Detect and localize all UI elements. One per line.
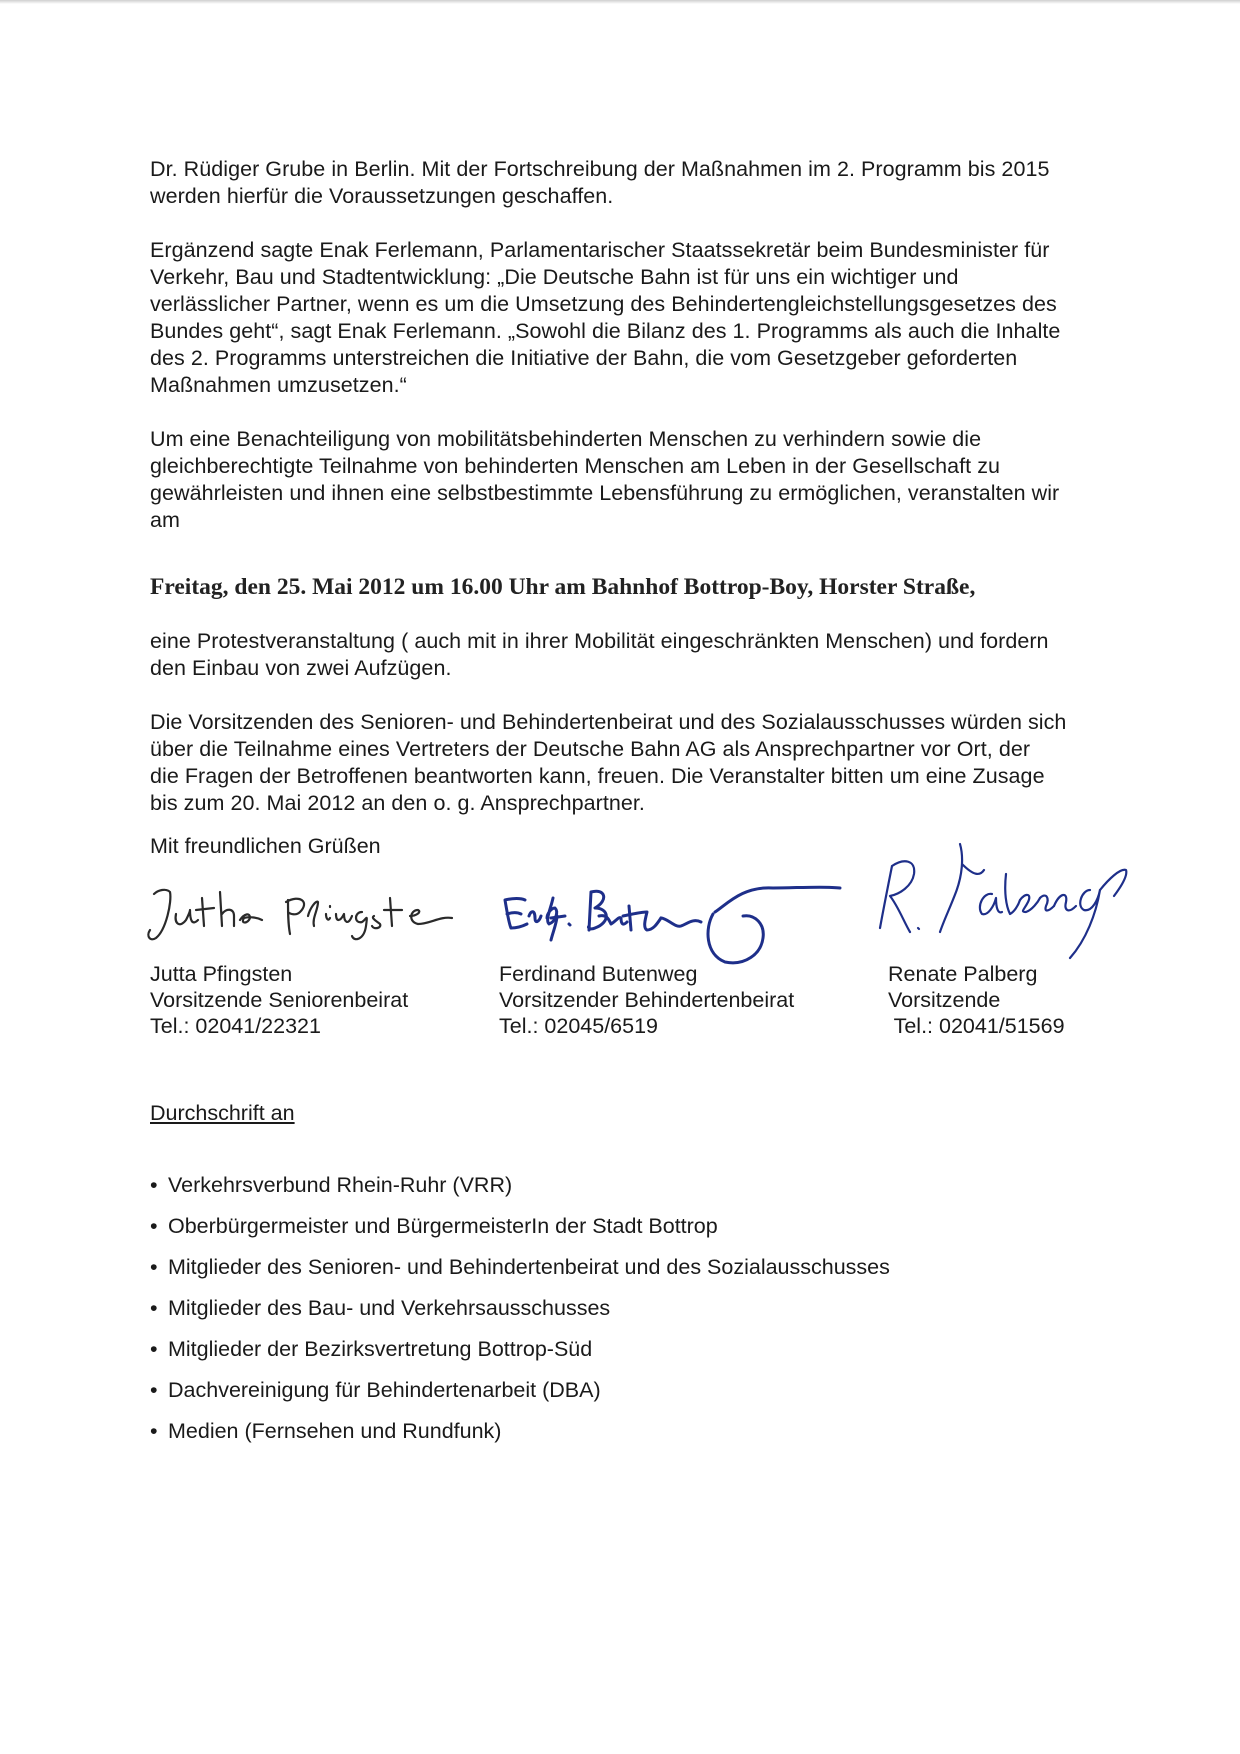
paragraph-line: bis zum 20. Mai 2012 an den o. g. Ansprechpartner. [150, 791, 645, 815]
paragraph-line: die Fragen der Betroffenen beantworten kann, freuen. Die Veranstalter bitten um eine Zusage [150, 764, 1045, 788]
event-headline: Freitag, den 25. Mai 2012 um 16.00 Uhr am Bahnhof Bottrop-Boy, Horster Straße, [150, 574, 976, 600]
signature-pfingsten [140, 880, 460, 960]
paragraph-line: des 2. Programms unterstreichen die Initiative der Bahn, die vom Gesetzgeber geforderten [150, 346, 1018, 370]
paragraph-line: Dr. Rüdiger Grube in Berlin. Mit der Fortschreibung der Maßnahmen im 2. Programm bis 2015 [150, 157, 1050, 181]
paragraph-line: Um eine Benachteiligung von mobilitätsbehinderten Menschen zu verhindern sowie die [150, 427, 982, 451]
bullet-icon: • [150, 1255, 158, 1279]
paragraph-line: Ergänzend sagte Enak Ferlemann, Parlamentarischer Staatssekretär beim Bundesminister für [150, 238, 1050, 262]
bullet-icon: • [150, 1296, 158, 1320]
signatory-phone: Tel.: 02041/51569 [888, 1014, 1065, 1038]
bullet-icon: • [150, 1337, 158, 1361]
bullet-icon: • [150, 1378, 158, 1402]
list-item [150, 1377, 890, 1418]
signatory-name: Ferdinand Butenweg [499, 962, 698, 986]
paragraph-line: am [150, 508, 180, 532]
signatory-role: Vorsitzende [888, 988, 1001, 1012]
letter-body [150, 156, 1130, 817]
signatory-phone: Tel.: 02045/6519 [499, 1014, 658, 1038]
bullet-icon: • [150, 1173, 158, 1197]
scan-edge [0, 0, 1240, 4]
paragraph-line: eine Protestveranstaltung ( auch mit in ihrer Mobilität eingeschränkten Menschen) und fordern [150, 629, 1049, 653]
signatory-3 [888, 961, 1065, 1039]
paragraph-line: Die Vorsitzenden des Senioren- und Behindertenbeirat und des Sozialausschusses würden sich [150, 710, 1067, 734]
list-item-label: Oberbürgermeister und BürgermeisterIn der Stadt Bottrop [168, 1214, 718, 1238]
bullet-icon: • [150, 1419, 158, 1443]
signatory-name: Renate Palberg [888, 962, 1038, 986]
closing-greeting: Mit freundlichen Grüßen [150, 834, 381, 858]
list-item [150, 1172, 890, 1213]
signatory-name: Jutta Pfingsten [150, 962, 293, 986]
list-item [150, 1213, 890, 1254]
signatory-role: Vorsitzende Seniorenbeirat [150, 988, 409, 1012]
paragraph-line: Maßnahmen umzusetzen.“ [150, 373, 407, 397]
list-item-label: Mitglieder der Bezirksvertretung Bottrop-Süd [168, 1337, 593, 1361]
list-item-label: Verkehrsverbund Rhein-Ruhr (VRR) [168, 1173, 513, 1197]
signatory-2 [499, 961, 794, 1039]
signature-palberg [870, 836, 1160, 966]
signatory-1 [150, 961, 408, 1039]
paragraph-5 [150, 709, 1130, 817]
list-item [150, 1295, 890, 1336]
bullet-icon: • [150, 1214, 158, 1238]
cc-list [150, 1172, 890, 1459]
list-item [150, 1418, 890, 1459]
list-item-label: Mitglieder des Senioren- und Behindertenbeirat und des Sozialausschusses [168, 1255, 890, 1279]
signature-butenweg [495, 858, 845, 968]
list-item-label: Medien (Fernsehen und Rundfunk) [168, 1419, 502, 1443]
list-item [150, 1254, 890, 1295]
paragraph-4 [150, 628, 1130, 682]
signatory-role: Vorsitzender Behindertenbeirat [499, 988, 795, 1012]
paragraph-2 [150, 237, 1130, 399]
list-item-label: Mitglieder des Bau- und Verkehrsausschusses [168, 1296, 611, 1320]
paragraph-line: den Einbau von zwei Aufzügen. [150, 656, 452, 680]
signatory-phone: Tel.: 02041/22321 [150, 1014, 321, 1038]
cc-heading: Durchschrift an [150, 1101, 295, 1125]
paragraph-line: Bundes geht“, sagt Enak Ferlemann. „Sowohl die Bilanz des 1. Programms als auch die Inhalte [150, 319, 1061, 343]
paragraph-1 [150, 156, 1130, 210]
paragraph-line: verlässlicher Partner, wenn es um die Umsetzung des Behindertengleichstellungsgesetzes des [150, 292, 1057, 316]
paragraph-line: gewährleisten und ihnen eine selbstbestimmte Lebensführung zu ermöglichen, veranstalten wir [150, 481, 1060, 505]
paragraph-line: werden hierfür die Voraussetzungen geschaffen. [150, 184, 614, 208]
list-item-label: Dachvereinigung für Behindertenarbeit (DBA) [168, 1378, 601, 1402]
paragraph-line: gleichberechtigte Teilnahme von behinderten Menschen am Leben in der Gesellschaft zu [150, 454, 1000, 478]
list-item [150, 1336, 890, 1377]
paragraph-3 [150, 426, 1130, 534]
paragraph-line: Verkehr, Bau und Stadtentwicklung: „Die Deutsche Bahn ist für uns ein wichtiger und [150, 265, 959, 289]
paragraph-line: über die Teilnahme eines Vertreters der Deutsche Bahn AG als Ansprechpartner vor Ort, der [150, 737, 1031, 761]
